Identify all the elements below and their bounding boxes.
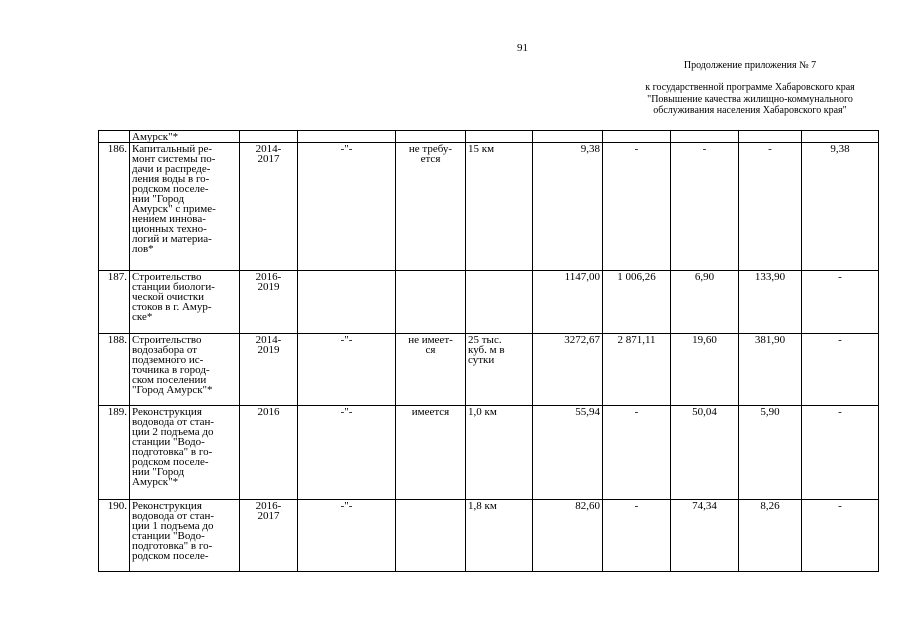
table-row (99, 334, 879, 406)
table-cell-years: 2016- 2019 (240, 271, 298, 334)
table-cell-reg: 19,60 (671, 334, 739, 406)
table-cell-years: 2014- 2019 (240, 334, 298, 406)
program-reference-line: к государственной программе Хабаровского края (645, 82, 855, 93)
table-cell-reg: 50,04 (671, 406, 739, 500)
table-cell-total: 1147,00 (533, 271, 603, 334)
table-cell-num: 188. (99, 334, 130, 406)
table-cell-total: 82,60 (533, 500, 603, 572)
table-cell-other: - (802, 500, 879, 572)
table-cell-num: 189. (99, 406, 130, 500)
table-cell-name: Реконструкция водовода от стан- ции 2 подъема до станции "Водо- подготовка" в го- родском поселе- нии "Город Амурск"* (130, 406, 240, 500)
continuation-label: Продолжение приложения № 7 (683, 60, 817, 71)
table-cell-loc: 381,90 (739, 334, 802, 406)
table-cell-num: 190. (99, 500, 130, 572)
measures-table (98, 130, 879, 572)
table-cell-name: Капитальный ре- монт системы по- дачи и распреде- ления воды в го- родском поселе- нии "Город Амурск" с приме- нением иннова- ционных техно- логий и материа- лов* (130, 143, 240, 271)
table-cell-reg: 6,90 (671, 271, 739, 334)
table-cell-reg: - (671, 143, 739, 271)
table-cell-num: 187. (99, 271, 130, 334)
table-row (99, 143, 879, 271)
table-cell-other: - (802, 271, 879, 334)
table-cell (739, 131, 802, 143)
table-row (99, 500, 879, 572)
table-cell-loc: - (739, 143, 802, 271)
table-cell-psd: имеется (396, 406, 466, 500)
table-cell-fed: - (603, 143, 671, 271)
table-cell-exec: -"- (298, 143, 396, 271)
table-cell-psd (396, 500, 466, 572)
table-cell-capacity: 25 тыс. куб. м в сутки (466, 334, 533, 406)
table-cell-name: Реконструкция водовода от стан- ции 1 подъема до станции "Водо- подготовка" в го- родском поселе- (130, 500, 240, 572)
page-number: 91 (517, 42, 528, 54)
table-cell-total: 55,94 (533, 406, 603, 500)
table-cell-fed: 1 006,26 (603, 271, 671, 334)
table-cell-exec (298, 271, 396, 334)
table-body (99, 131, 879, 572)
table-cell-exec: -"- (298, 406, 396, 500)
table-cell (603, 131, 671, 143)
table-cell-exec: -"- (298, 500, 396, 572)
table-cell-years: 2016 (240, 406, 298, 500)
table-cell-capacity: 1,8 км (466, 500, 533, 572)
program-reference-line: "Повышение качества жилищно-коммунального (647, 93, 853, 105)
table-cell (99, 131, 130, 143)
table-cell-capacity (466, 271, 533, 334)
table-cell (671, 131, 739, 143)
table-cell-other: 9,38 (802, 143, 879, 271)
table-cell-carryover-text: Амурск"* (130, 131, 240, 143)
table-cell-psd (396, 271, 466, 334)
table-cell-years: 2014- 2017 (240, 143, 298, 271)
table-cell-loc: 8,26 (739, 500, 802, 572)
table-cell-other: - (802, 406, 879, 500)
table-cell-fed: 2 871,11 (603, 334, 671, 406)
table-cell-other: - (802, 334, 879, 406)
program-reference (600, 82, 900, 117)
table-row (99, 271, 879, 334)
table-cell (396, 131, 466, 143)
table-cell-years: 2016- 2017 (240, 500, 298, 572)
table-row (99, 406, 879, 500)
table-cell (298, 131, 396, 143)
table-cell-capacity: 1,0 км (466, 406, 533, 500)
table-cell (240, 131, 298, 143)
table-cell-name: Строительство станции биологи- ческой очистки стоков в г. Амур- ске* (130, 271, 240, 334)
table-cell-loc: 5,90 (739, 406, 802, 500)
program-reference-line: обслуживания населения Хабаровского края" (653, 105, 847, 116)
table-cell-fed: - (603, 406, 671, 500)
table-cell (802, 131, 879, 143)
table-cell (466, 131, 533, 143)
table-cell (533, 131, 603, 143)
table-cell-fed: - (603, 500, 671, 572)
table-row-carryover (99, 131, 879, 143)
table-cell-psd: не требу- ется (396, 143, 466, 271)
table-cell-total: 3272,67 (533, 334, 603, 406)
table-cell-loc: 133,90 (739, 271, 802, 334)
table-cell-capacity: 15 км (466, 143, 533, 271)
table-cell-name: Строительство водозабора от подземного ис- точника в город- ском поселении "Город Амурск"* (130, 334, 240, 406)
table-cell-psd: не имеет- ся (396, 334, 466, 406)
table-cell-total: 9,38 (533, 143, 603, 271)
table-cell-reg: 74,34 (671, 500, 739, 572)
table-cell-exec: -"- (298, 334, 396, 406)
table-cell-num: 186. (99, 143, 130, 271)
